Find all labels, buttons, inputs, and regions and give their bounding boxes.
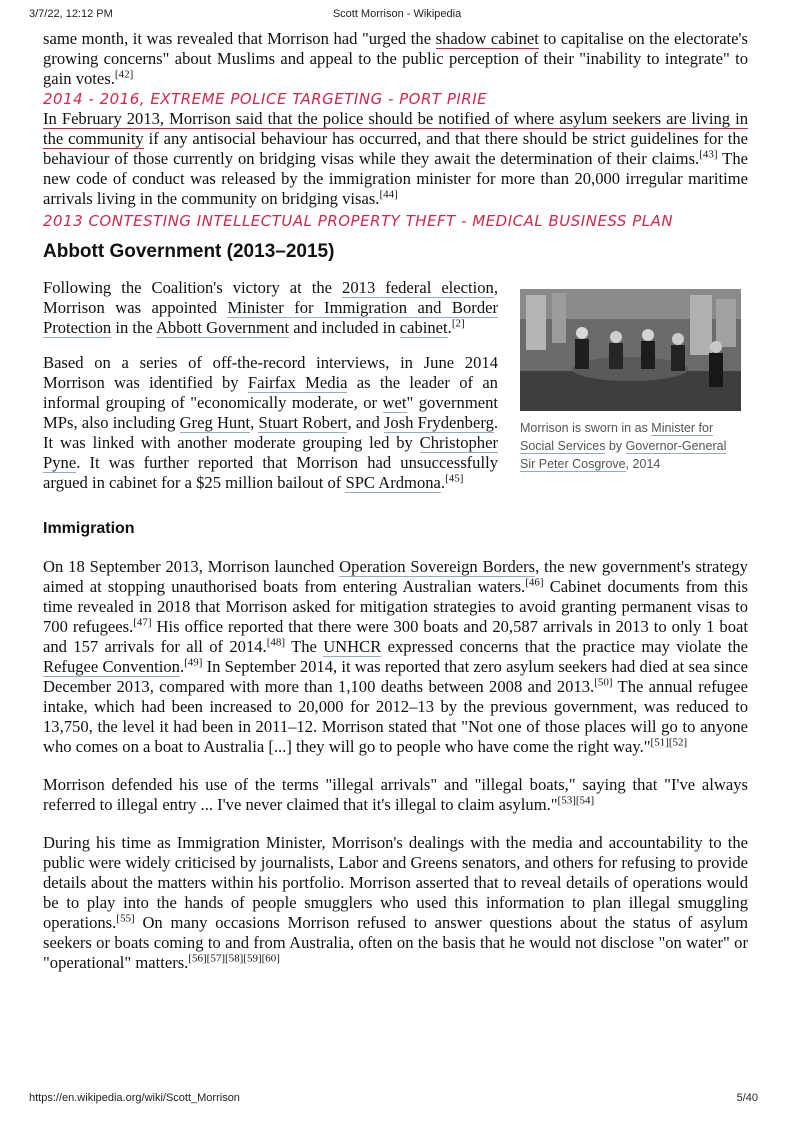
- text: On 18 September 2013, Morrison launched: [43, 557, 340, 576]
- paragraph-police-notified: [43, 109, 748, 209]
- print-url: https://en.wikipedia.org/wiki/Scott_Morrison: [29, 1092, 240, 1104]
- text: to capitalise on the electorate's growing concerns" about Muslims and appeal to the public perception of their "inability to integrate" to gain votes.: [43, 29, 748, 88]
- text: On many occasions Morrison refused to answer questions about the status of asylum seekers or boats coming to and from Australia, often on the basis that he would not disclose "on water" or "operational" matters.: [43, 913, 748, 972]
- text: Based on a series of off-the-record interviews, in June 2014 Morrison was identified by: [43, 353, 498, 392]
- text: , 2014: [625, 457, 661, 471]
- text: same month, it was revealed that Morrison had "urged the: [43, 29, 436, 48]
- text: In September 2014, it was reported that zero asylum seekers had died at sea since December 2013, compared with more than 1,100 deaths between 2008 and 2013.: [43, 657, 748, 696]
- section-heading-abbott-government: Abbott Government (2013–2015): [43, 241, 335, 262]
- paragraph-appointment: [43, 278, 498, 338]
- link-christopher-pyne[interactable]: Christopher Pyne: [43, 433, 498, 472]
- citation-55[interactable]: [55]: [116, 912, 135, 925]
- link-minister-social-services[interactable]: Minister for Social Services: [520, 421, 714, 453]
- swearing-in-photo[interactable]: [520, 289, 741, 411]
- citation-48[interactable]: [48]: [266, 636, 286, 649]
- text: , Morrison was appointed: [43, 278, 498, 317]
- text: . It was linked with another moderate grouping led by: [43, 413, 499, 452]
- text: The new code of conduct was released by the immigration minister for more than 20,000 irregular maritime arrivals living in the community on bridging visas.: [43, 149, 748, 208]
- text: if any antisocial behaviour has occurred, and that there should be strict guidelines for the behaviour of those currently on bridging visas while they await the determination of their claims.: [43, 129, 748, 168]
- citation-51-52[interactable]: [51][52]: [650, 736, 688, 749]
- text: During his time as Immigration Minister, Morrison's dealings with the media and accountability to the public were widely criticised by journalists, Labor and Greens senators, and others for refusing to provide details about the matters within his portfolio. Morrison asserted that to reveal details of operations would be to play into the hands of people smugglers who used this information to plan illegal smuggling operations.: [43, 833, 748, 932]
- text: expressed concerns that the practice may violate the: [381, 637, 749, 656]
- text: Morrison is sworn in as: [520, 421, 652, 435]
- print-datetime: 3/7/22, 12:12 PM: [29, 8, 113, 20]
- text: in the: [111, 318, 156, 337]
- citation-42[interactable]: [42]: [114, 68, 134, 81]
- text: .: [179, 657, 185, 676]
- underlined-text: In February 2013, Morrison said that the police should be notified of where asylum seekers are living in the community: [43, 109, 748, 148]
- link-stuart-robert[interactable]: Stuart Robert: [258, 413, 348, 432]
- citation-43[interactable]: [43]: [699, 148, 718, 161]
- link-abbott-government[interactable]: Abbott Government: [155, 318, 290, 337]
- citation-2[interactable]: [2]: [451, 317, 465, 330]
- text: ,: [250, 413, 259, 432]
- text: The: [285, 637, 324, 656]
- link-unhcr[interactable]: UNHCR: [323, 637, 382, 656]
- page-number: 5/40: [736, 1092, 758, 1104]
- link-shadow-cabinet[interactable]: shadow cabinet: [435, 29, 539, 48]
- text: , the new government's strategy aimed at stopping unauthorised boats from entering Australian waters.: [43, 557, 748, 596]
- section-heading-immigration: Immigration: [43, 520, 135, 537]
- text: . It was further reported that Morrison had unsuccessfully argued in cabinet for a $25 million bailout of: [43, 453, 498, 492]
- figure-caption: [520, 419, 741, 473]
- link-fairfax-media[interactable]: Fairfax Media: [247, 373, 348, 392]
- link-operation-sovereign-borders[interactable]: Operation Sovereign Borders: [339, 557, 536, 576]
- handwritten-note-intellectual-property: 2013 CONTESTING INTELLECTUAL PROPERTY THEFT - MEDICAL BUSINESS PLAN: [43, 212, 674, 230]
- print-page-title: Scott Morrison - Wikipedia: [332, 8, 462, 20]
- citation-53-54[interactable]: [53][54]: [557, 794, 595, 807]
- citation-45[interactable]: [45]: [445, 472, 464, 485]
- paragraph-illegal-arrivals: [43, 775, 748, 815]
- figure-swearing-in: [520, 289, 741, 473]
- link-greg-hunt[interactable]: Greg Hunt: [179, 413, 251, 432]
- article-body: [43, 29, 748, 973]
- paragraph-operation-sovereign-borders: [43, 557, 748, 757]
- link-wet[interactable]: wet: [382, 393, 407, 412]
- text: , and: [347, 413, 384, 432]
- text: as the leader of an informal grouping of "economically moderate, or: [43, 373, 498, 412]
- citation-44[interactable]: [44]: [379, 188, 398, 201]
- citation-56-60[interactable]: [56][57][58][59][60]: [188, 952, 280, 965]
- text: The annual refugee intake, which had been increased to 20,000 for 2012–13 by the previous government, was reduced to 13,750, the level it had been in 2011–12. Morrison stated that "Not one of those places will go to anyone who comes on a boat to Australia [...] they will go to people who have come the right way.": [43, 677, 748, 756]
- citation-47[interactable]: [47]: [133, 616, 152, 629]
- link-governor-general[interactable]: Governor-General Sir Peter Cosgrove: [520, 439, 727, 471]
- text: Cabinet documents from this time revealed in 2018 that Morrison asked for mitigation strategies to avoid granting permanent visas to 700 refugees.: [43, 577, 748, 636]
- citation-50[interactable]: [50]: [594, 676, 613, 689]
- link-josh-frydenberg[interactable]: Josh Frydenberg: [383, 413, 494, 432]
- text: Following the Coalition's victory at the: [43, 278, 343, 297]
- abbott-left-column: [43, 278, 498, 338]
- text: His office reported that there were 300 boats and 20,587 arrivals in 2013 to only 1 boat and 157 arrivals for all of 2014.: [43, 617, 748, 656]
- link-2013-federal-election[interactable]: 2013 federal election: [342, 278, 494, 297]
- paragraph-media-accountability: [43, 833, 748, 973]
- paragraph-shadow-cabinet: [43, 29, 748, 89]
- wrapped-block: [43, 353, 498, 493]
- link-minister-immigration[interactable]: Minister for Immigration and Border Protection: [43, 298, 499, 337]
- link-cabinet[interactable]: cabinet: [399, 318, 448, 337]
- text: Morrison defended his use of the terms "illegal arrivals" and "illegal boats," saying that "I've always referred to illegal entry ... I've never claimed that it's illegal to claim asylum.": [43, 775, 748, 814]
- text: .: [440, 473, 446, 492]
- text: by: [605, 439, 626, 453]
- text: " government MPs, also including: [43, 393, 498, 432]
- citation-49[interactable]: [49]: [184, 656, 203, 669]
- link-spc-ardmona[interactable]: SPC Ardmona: [345, 473, 441, 492]
- text: and included in: [289, 318, 400, 337]
- text: .: [447, 318, 452, 337]
- citation-46[interactable]: [46]: [525, 576, 544, 589]
- handwritten-note-police-targeting: 2014 - 2016, EXTREME POLICE TARGETING - PORT PIRIE: [43, 90, 488, 108]
- link-refugee-convention[interactable]: Refugee Convention: [43, 657, 180, 676]
